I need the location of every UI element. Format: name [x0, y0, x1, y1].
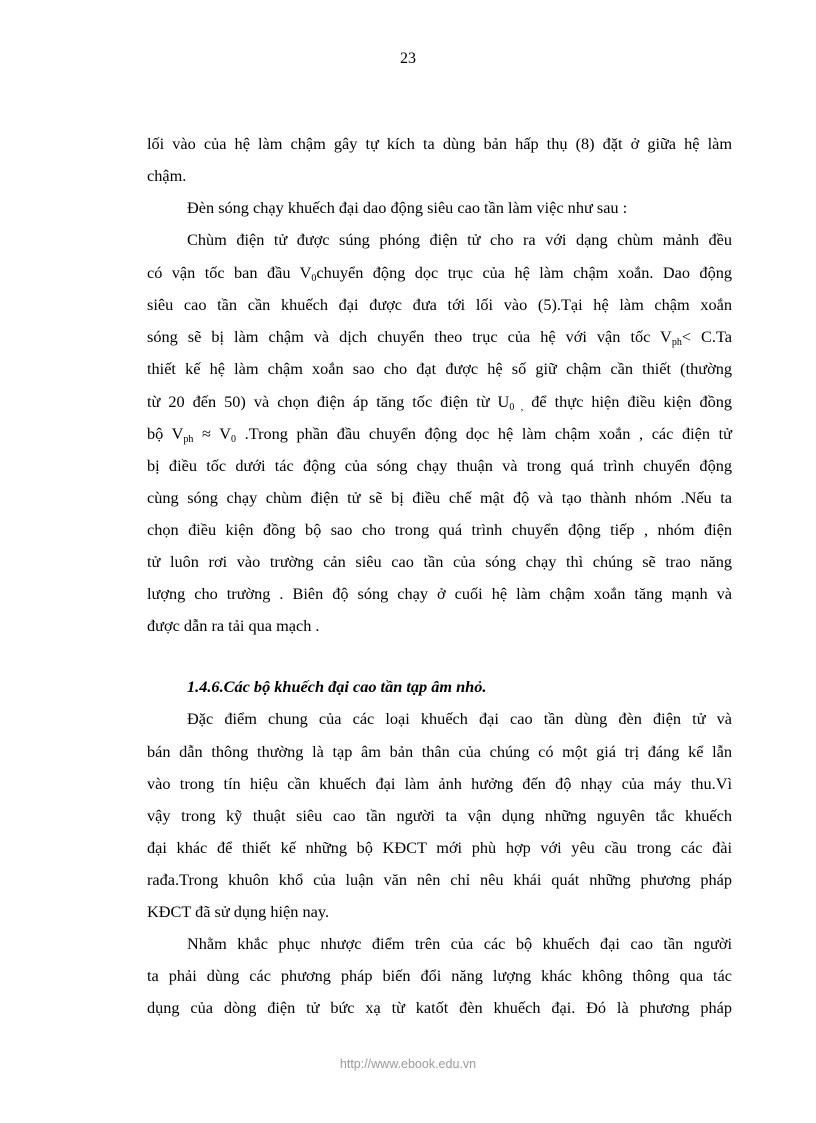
text-line: [147, 421, 732, 447]
text-line: Đèn sóng chạy khuếch đại dao động siêu cao tần làm việc như sau :: [187, 198, 628, 217]
text-line: chọn điều kiện đồng bộ sao cho trong quá trình chuyển động tiếp , nhóm điện: [147, 520, 732, 539]
text-line: đại khác để thiết kế những bộ KĐCT mới phù hợp với yêu cầu trong các đài: [147, 838, 732, 857]
text-line: ta phải dùng các phương pháp biến đổi năng lượng khác không thông qua tác: [147, 966, 732, 985]
subscript: ph: [671, 337, 682, 348]
subscript: 0: [231, 434, 237, 445]
text-span: có vận tốc ban đầu V: [147, 263, 312, 282]
text-span: bộ V: [147, 424, 184, 443]
text-line: Đặc điểm chung của các loại khuếch đại cao tần dùng đèn điện tử và: [187, 709, 732, 728]
section-heading: 1.4.6.Các bộ khuếch đại cao tần tạp âm nhỏ.: [187, 677, 487, 696]
text-line: [147, 389, 732, 415]
text-line: Nhằm khắc phục nhược điểm trên của các bộ khuếch đại cao tần người: [187, 934, 732, 953]
text-line: chậm.: [147, 166, 187, 185]
text-line: bán dẫn thông thường là tạp âm bản thân của chúng có một giá trị đáng kể lẫn: [147, 742, 732, 761]
text-span: sóng sẽ bị làm chậm và dịch chuyển theo trục của hệ với vận tốc V: [147, 327, 672, 346]
text-line: siêu cao tần cần khuếch đại được đưa tới lối vào (5).Tại hệ làm chậm xoắn: [147, 295, 732, 314]
text-line: [147, 260, 732, 286]
text-span: ≈ V: [193, 424, 232, 443]
text-line: lượng cho trường . Biên độ sóng chạy ở cuối hệ làm chậm xoắn tăng mạnh và: [147, 584, 732, 603]
page-number: 23: [400, 50, 416, 67]
text-line: rađa.Trong khuôn khổ của luận văn nên chỉ nêu khái quát những phương pháp: [147, 870, 732, 889]
footer-url: http://www.ebook.edu.vn: [339, 1057, 477, 1071]
text-span: từ 20 đến 50) và chọn điện áp tăng tốc điện từ U: [147, 392, 510, 411]
subscript: 0: [311, 273, 317, 284]
text-line: dụng của dòng điện tử bức xạ từ katốt đèn khuếch đại. Đó là phương pháp: [147, 998, 732, 1017]
text-line: cùng sóng chạy chùm điện tử sẽ bị điều chế mật độ và tạo thành nhóm .Nếu ta: [147, 488, 732, 507]
text-line: bị điều tốc dưới tác động của sóng chạy thuận và trong quá trình chuyển động: [147, 456, 732, 475]
text-line: [147, 324, 732, 350]
subscript: ph: [183, 434, 194, 445]
text-span: .Trong phần đầu chuyển động dọc hệ làm chậm xoắn , các điện tử: [236, 424, 732, 443]
text-line: được dẫn ra tải qua mạch .: [147, 616, 320, 635]
text-line: KĐCT đã sử dụng hiện nay.: [147, 902, 330, 921]
text-line: Chùm điện tử được súng phóng điện tử cho ra với dạng chùm mảnh đều: [187, 230, 732, 249]
text-span: chuyển động dọc trục của hệ làm chậm xoắn. Dao động: [316, 263, 732, 282]
text-span: < C.Ta: [681, 327, 732, 346]
text-line: tử luôn rơi vào trường cản siêu cao tần của sóng chạy thì chúng sẽ trao năng: [147, 552, 732, 571]
text-line: thiết kế hệ làm chậm xoắn sao cho đạt được hệ số giữ chậm cần thiết (thường: [147, 359, 732, 378]
text-span: để thực hiện điều kiện đồng: [523, 392, 733, 411]
text-line: vậy trong kỹ thuật siêu cao tần người ta vận dụng những nguyên tắc khuếch: [147, 806, 732, 825]
text-line: lối vào của hệ làm chậm gây tự kích ta dùng bản hấp thụ (8) đặt ở giữa hệ làm: [147, 134, 732, 153]
text-line: vào trong tín hiệu cần khuếch đại làm ảnh hưởng đến độ nhạy của máy thu.Vì: [147, 774, 732, 793]
subscript: 0 ,: [509, 402, 524, 413]
